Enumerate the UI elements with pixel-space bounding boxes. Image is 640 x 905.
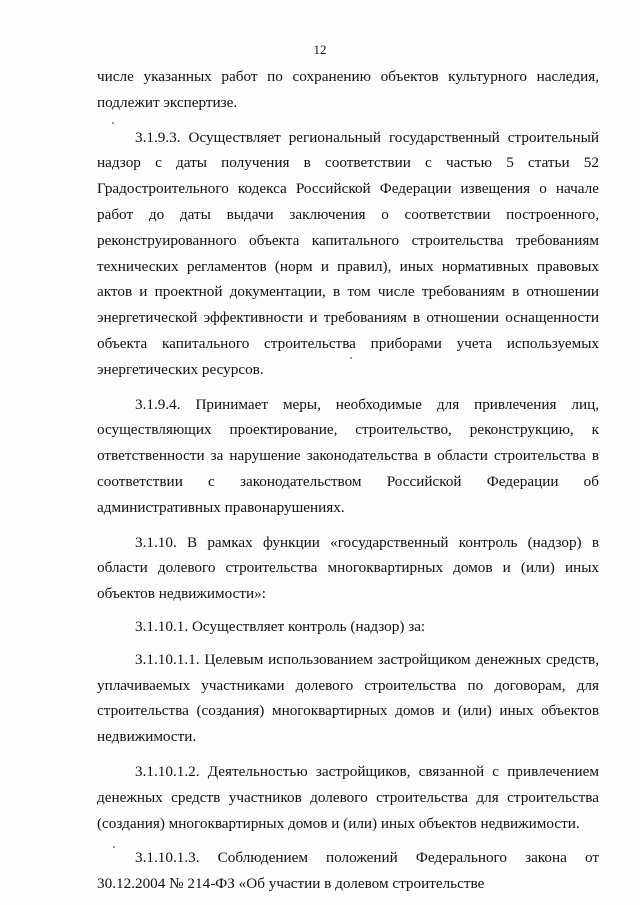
paragraph-3-1-10-1: 3.1.10.1. Осуществляет контроль (надзор) за: (135, 617, 426, 635)
scan-speck (113, 846, 115, 848)
paragraph-3-1-10-1-2: 3.1.10.1.2. Деятельностью застройщиков, связанной с привлечением денежных средств участников долевого строительства для строительства (создания) многоквартирных домов и (или) иных объектов недвижимости. (97, 762, 599, 832)
scan-speck (112, 122, 114, 124)
document-body (97, 64, 599, 897)
paragraph-3-1-9-4: 3.1.9.4. Принимает меры, необходимые для привлечения лиц, осуществляющих проектирование, строительство, реконструкцию, к ответственности за нарушение законодательства в области строительства в соответствии с законодательством Российской Федерации об административных правонарушениях. (97, 395, 599, 516)
scan-speck (350, 357, 352, 359)
paragraph-3-1-9-3: 3.1.9.3. Осуществляет региональный государственный строительный надзор с даты получения в соответствии с частью 5 статьи 52 Градостроительного кодекса Российской Федерации извещения о начале работ до даты выдачи заключения о соответствии построенного, реконструированного объекта капитального строительства требованиям технических регламентов (норм и правил), иных нормативных правовых актов и проектной документации, в том числе требованиям в отношении энергетической эффективности и требованиям в отношении оснащенности объекта капитального строительства приборами учета используемых энергетических ресурсов. (97, 128, 599, 378)
paragraph-continuation: числе указанных работ по сохранению объектов культурного наследия, подлежит экспертизе. (97, 68, 599, 111)
paragraph-3-1-10: 3.1.10. В рамках функции «государственный контроль (надзор) в области долевого строительства многоквартирных домов и (или) иных объектов недвижимости»: (97, 533, 599, 603)
page-number: 12 (313, 42, 327, 57)
paragraph-3-1-10-1-1: 3.1.10.1.1. Целевым использованием застройщиком денежных средств, уплачиваемых участниками долевого строительства по договорам, для строительства (создания) многоквартирных домов и (или) иных объектов недвижимости. (97, 650, 599, 746)
paragraph-3-1-10-1-3: 3.1.10.1.3. Соблюдением положений Федерального закона от 30.12.2004 № 214-ФЗ «Об участии в долевом строительстве (97, 849, 599, 893)
